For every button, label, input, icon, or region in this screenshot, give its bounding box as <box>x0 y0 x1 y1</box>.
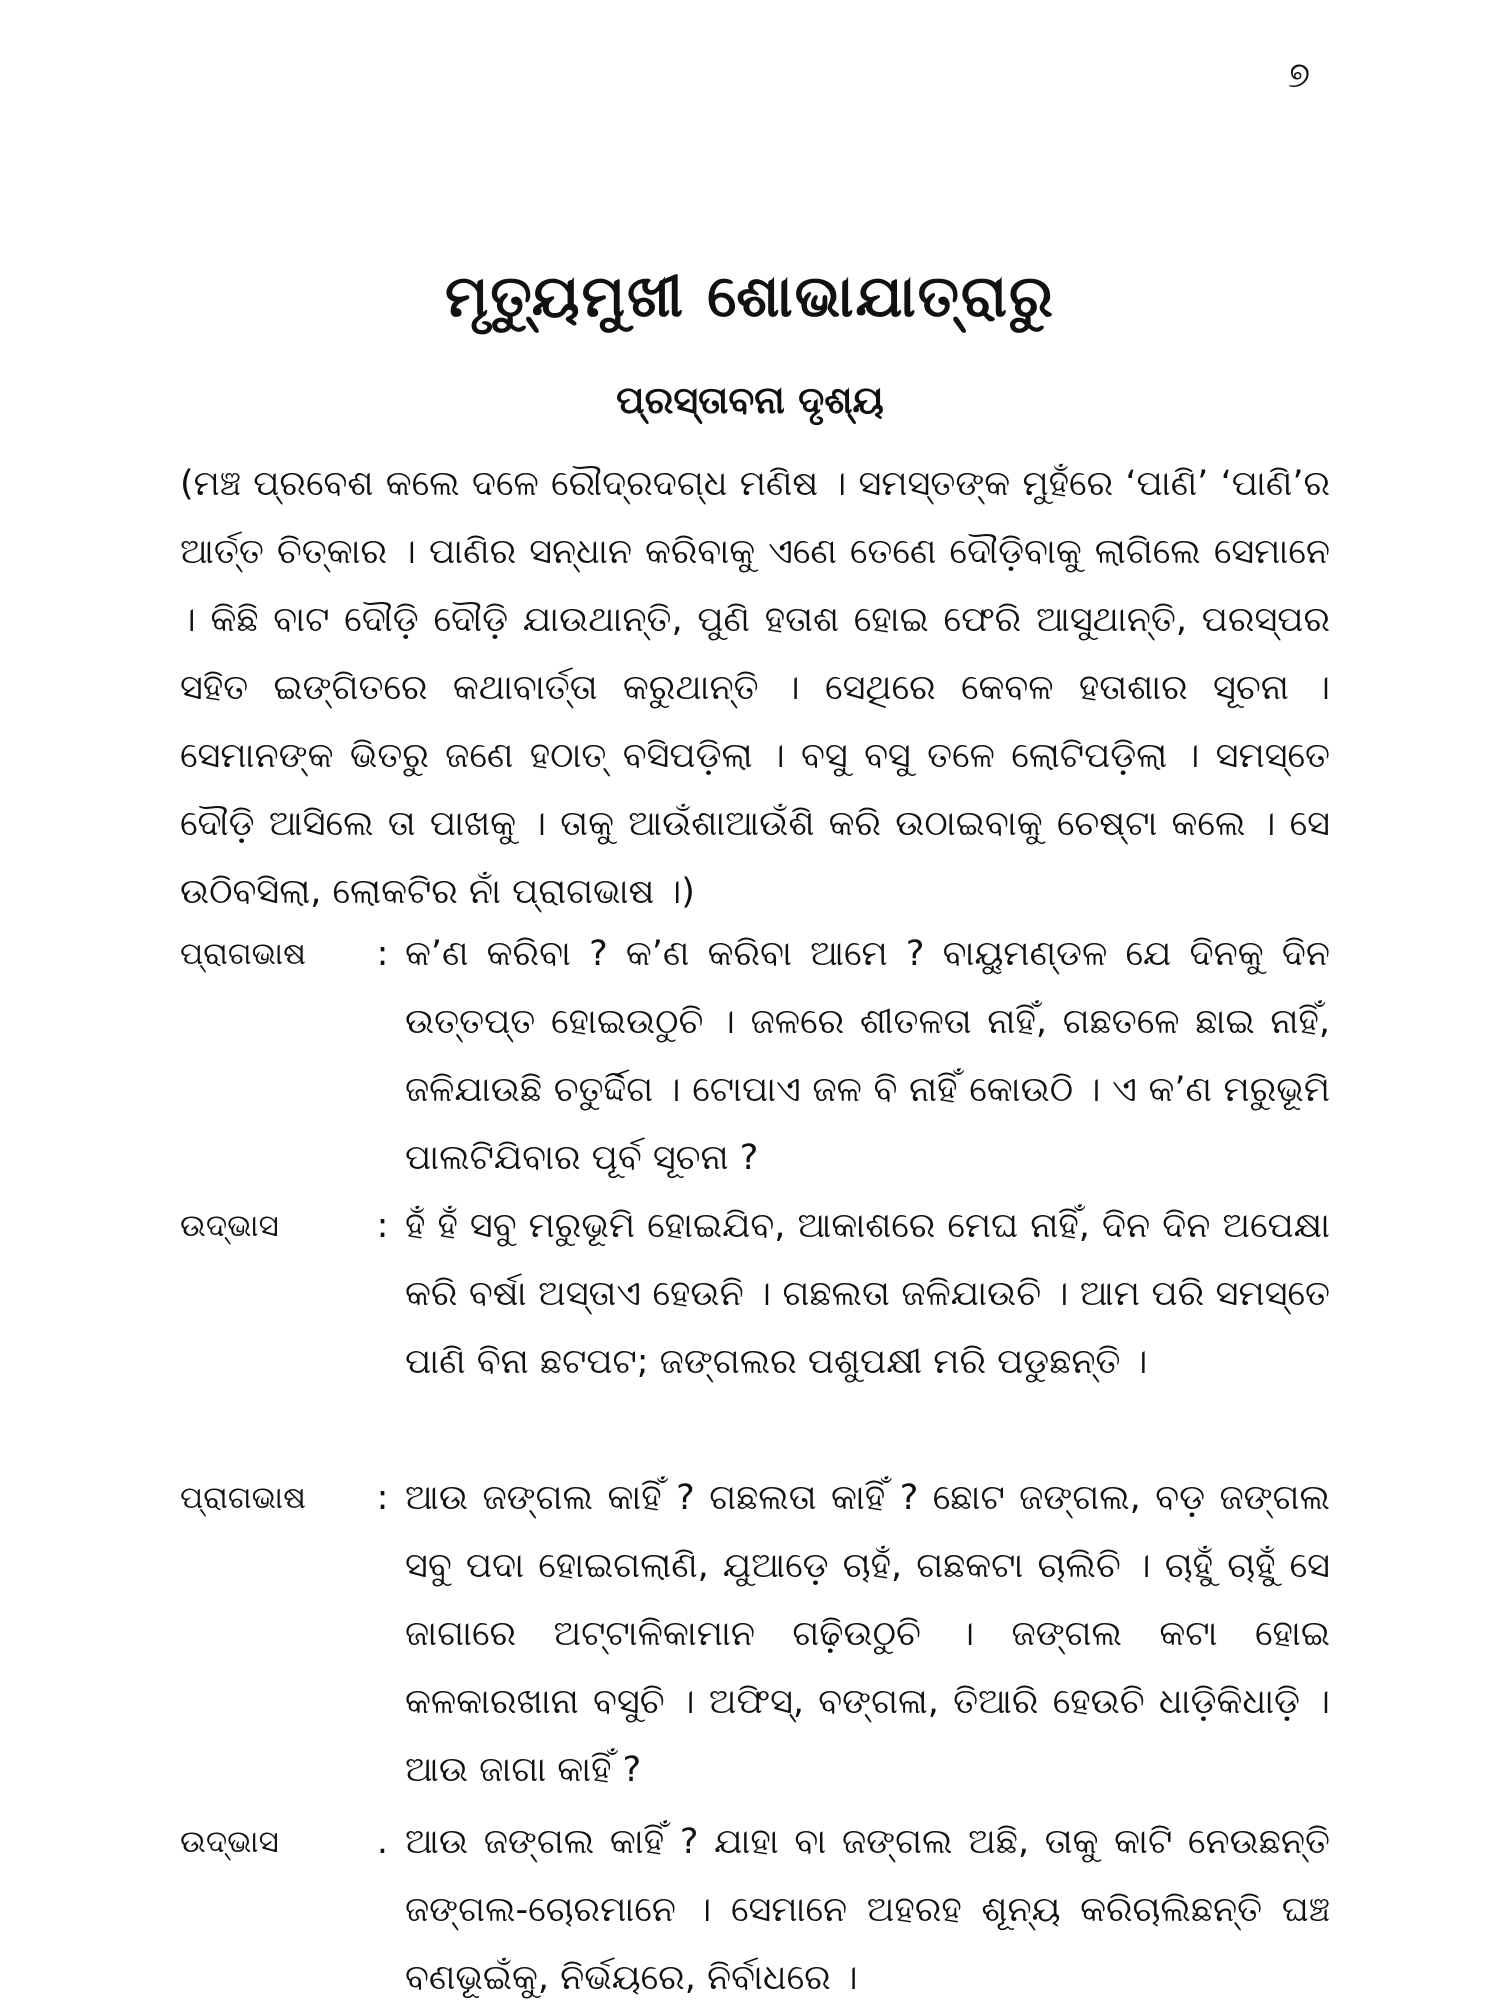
speaker-name: ଉଦ୍‌ଭାସ <box>180 1824 279 1860</box>
dialogue-block <box>180 1464 1330 1804</box>
dialogue-text: ଆଉ ଜଙ୍ଗଲ କାହିଁ ? ଗଛଲତା କାହିଁ ? ଛୋଟ ଜଙ୍ଗଲ, ବଡ଼ ଜଙ୍ଗଲ ସବୁ ପଦା ହୋଇଗଲାଣି, ଯୁଆଡ଼େ ଚାହଁ, ଗଛକଟା ଚାଲିଚି । ଚାହୁଁ ଚାହୁଁ ସେ ଜାଗାରେ ଅଟ୍ଟାଳିକାମାନ ଗଢ଼ିଉଠୁଚି । ଜଙ୍ଗଲ କଟା ହୋଇ କଳକାରଖାନା ବସୁଚି । ଅଫିସ୍, ବଙ୍ଗଳା, ତିଆରି ହେଉଚି ଧାଡ଼ିକିଧାଡ଼ି । ଆଉ ଜାଗା କାହିଁ ? <box>405 1478 1330 1790</box>
stage-direction: (ମଞ୍ଚ ପ୍ରବେଶ କଲେ ଦଳେ ରୌଦ୍ରଦଗ୍ଧ ମଣିଷ । ସମସ୍ତଙ୍କ ମୁହଁରେ ‘ପାଣି’ ‘ପାଣି’ର ଆର୍ତ୍ତ ଚିତ୍କାର । ପାଣିର ସନ୍ଧାନ କରିବାକୁ ଏଣେ ତେଣେ ଦୌଡ଼ିବାକୁ ଲାଗିଲେ ସେମାନେ । କିଛି ବାଟ ଦୌଡ଼ି ଦୌଡ଼ି ଯାଉଥାନ୍ତି, ପୁଣି ହତାଶ ହୋଇ ଫେରି ଆସୁଥାନ୍ତି, ପରସ୍ପର ସହିତ ଇଙ୍ଗିତରେ କଥାବାର୍ତ୍ତା କରୁଥାନ୍ତି । ସେଥିରେ କେବଳ ହତାଶାର ସୂଚନା । ସେମାନଙ୍କ ଭିତରୁ ଜଣେ ହଠାତ୍ ବସିପଡ଼ିଲା । ବସୁ ବସୁ ତଳେ ଲୋଟିପଡ଼ିଲା । ସମସ୍ତେ ଦୌଡ଼ି ଆସିଲେ ତା ପାଖକୁ । ତାକୁ ଆଉଁଶାଆଉଁଶି କରି ଉଠାଇବାକୁ ଚେଷ୍ଟା କଲେ । ସେ ଉଠିବସିଲା, ଲୋକଟିର ନାଁ ପ୍ରାଗଭାଷ ।) <box>180 464 1330 912</box>
page-number: ୭ <box>1287 55 1310 96</box>
scene-heading: ପ୍ରସ୍ତାବନା ଦୃଶ୍ୟ <box>616 378 884 422</box>
speaker-name: ପ୍ରାଗଭାଷ <box>180 936 306 972</box>
speaker-separator: . <box>376 1822 389 1862</box>
dialogue-block <box>180 920 1330 1192</box>
speaker-separator: : <box>376 934 389 974</box>
dialogue-block <box>180 1808 1330 2012</box>
dialogue-text: ହଁ ହଁ ସବୁ ମରୁଭୂମି ହୋଇଯିବ, ଆକାଶରେ ମେଘ ନାହିଁ, ଦିନ ଦିନ ଅପେକ୍ଷା କରି ବର୍ଷା ଅସ୍ତାଏ ହେଉନି । ଗଛଲତା ଜଳିଯାଉଚି । ଆମ ପରି ସମସ୍ତେ ପାଣି ବିନା ଛଟପଟ; ଜଙ୍ଗଲର ପଶୁପକ୍ଷୀ ମରି ପଡୁଛନ୍ତି । <box>405 1206 1330 1382</box>
dialogue-text: କ’ଣ କରିବା ? କ’ଣ କରିବା ଆମେ ? ବାୟୁମଣ୍ଡଳ ଯେ ଦିନକୁ ଦିନ ଉତ୍ତପ୍ତ ହୋଇଉଠୁଚି । ଜଳରେ ଶୀତଳତା ନାହିଁ, ଗଛତଳେ ଛାଇ ନାହିଁ, ଜଳିଯାଉଛି ଚତୁର୍ଦ୍ଦିଗ । ଟୋପାଏ ଜଳ ବି ନାହିଁ କୋଉଠି । ଏ କ’ଣ ମରୁଭୂମି ପାଲଟିଯିବାର ପୂର୍ବ ସୂଚନା ? <box>405 934 1330 1178</box>
play-title: ମୃତ୍ୟୁମୁଖୀ ଶୋଭାଯାତ୍ରାରୁ <box>444 262 1055 330</box>
speaker-separator: : <box>376 1206 389 1246</box>
speaker-name: ଉଦ୍‌ଭାସ <box>180 1208 279 1244</box>
dialogue-text: ଆଉ ଜଙ୍ଗଲ କାହିଁ ? ଯାହା ବା ଜଙ୍ଗଲ ଅଛି, ତାକୁ କାଟି ନେଉଛନ୍ତି ଜଙ୍ଗଲ-ଚୋରମାନେ । ସେମାନେ ଅହରହ ଶୂନ୍ୟ କରିଚାଲିଛନ୍ତି ଘଞ୍ଚ ବଣଭୂଇଁକୁ, ନିର୍ଭୟରେ, ନିର୍ବାଧରେ । <box>405 1822 1330 1998</box>
speaker-separator: : <box>376 1478 389 1518</box>
speaker-name: ପ୍ରାଗଭାଷ <box>180 1480 306 1516</box>
dialogue-block <box>180 1192 1330 1396</box>
